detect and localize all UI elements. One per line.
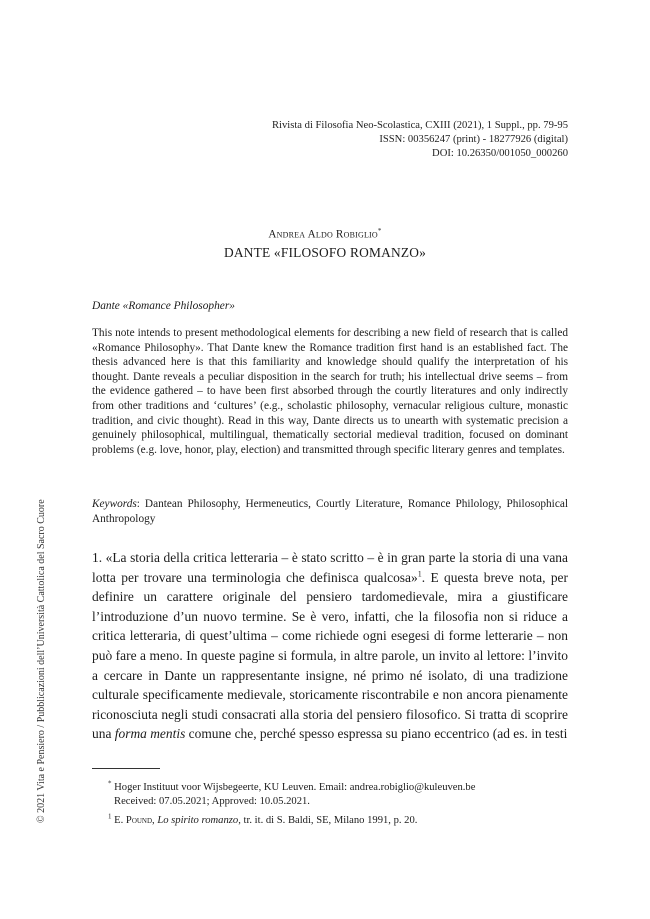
article-title: DANTE «FILOSOFO ROMANZO»: [224, 245, 426, 260]
body-text: [92, 548, 568, 744]
footnote-1-author: E. Pound: [114, 815, 153, 826]
keywords: Keywords: Dantean Philosophy, Hermeneutics, Courtly Literature, Romance Philology, Philosophical Anthropology: [92, 498, 568, 525]
issn-line: ISSN: 00356247 (print) - 18277926 (digital): [379, 134, 568, 145]
abstract: This note intends to present methodological elements for describing a new field of research that is called «Romance Philosophy». That Dante knew the Romance tradition first hand is an established fact. The thesis advanced here is that this familiarity and knowledge should qualify the interpretation of his thought. Dante reveals a peculiar disposition in the search for truth; his intellectual drive seems – from the evidence gathered – to have been first absorbed through the courtly literatures and only indirectly from other traditions and ‘cultures’ (e.g., scholastic philosophy, vernacular religious culture, monastic tradition, and civic thought). Read in this way, Dante directs us to unearth with systematic precision a genuinely philosophical, multilingual, thematically sectorial medieval tradition, focused on dominant problems (e.g. love, honor, play, election) and transmitted through specific literary genres and templates.: [92, 327, 568, 456]
footnote-author-mark: *: [108, 779, 112, 788]
keywords-label: Keywords: [92, 498, 137, 510]
footnote-dates: Received: 07.05.2021; Approved: 10.05.2021.: [114, 796, 310, 807]
copyright-sidebar: © 2021 Vita e Pensiero / Pubblicazioni dell’Università Cattolica del Sacro Cuore: [36, 499, 47, 823]
body-part-2: . E questa breve nota, per definire un carattere originale del pensiero tardomedievale, mira a giustificare l’introduzione d’un nuovo termine. Se è vero, infatti, che la filosofia non si riduce a critica letteraria, di quest’ultima – come richiede ogni esegesi di forme letterarie – non può fare a meno. In queste pagine si formula, in altre parole, un invito al lettore: l’invito a cercare in Dante un rappresentante insigne, né primo né isolato, di una tradizione culturale specificamente medievale, storicamente riscontrabile e non ancora pienamente riconosciuta negli studi consacrati alla storia del pensiero filosofico. Si tratta di scoprire una: [92, 569, 568, 742]
journal-header: [272, 119, 568, 161]
footnote-1: [108, 814, 568, 828]
footnote-1-rest: , tr. it. di S. Baldi, SE, Milano 1991, p. 20.: [238, 815, 418, 826]
footnote-1-mark: 1: [108, 812, 112, 821]
footnote-divider: [92, 768, 160, 769]
english-title: Dante «Romance Philosopher»: [92, 300, 235, 312]
keywords-text: Dantean Philosophy, Hermeneutics, Courtly Literature, Romance Philology, Philosophical Anthropology: [92, 498, 568, 525]
body-italic: forma mentis: [114, 726, 186, 742]
footnote-ref-1: 1: [417, 569, 422, 579]
author-name: Andrea Aldo Robiglio: [268, 228, 378, 241]
doi-line: DOI: 10.26350/001050_000260: [432, 148, 568, 159]
body-part-1: 1. «La storia della critica letteraria – è stato scritto – è in gran parte la storia di una vana lotta per trovare una terminologia che definisca qualcosa»: [92, 550, 568, 585]
footnote-1-sep: ,: [152, 815, 158, 826]
footnote-author: [108, 781, 568, 809]
article-author: [0, 227, 650, 241]
journal-citation: Rivista di Filosofia Neo-Scolastica, CXIII (2021), 1 Suppl., pp. 79-95: [271, 120, 568, 131]
author-footnote-mark: *: [377, 227, 382, 235]
footnote-1-title: Lo spirito romanzo: [157, 815, 239, 826]
body-part-3: comune che, perché spesso espressa su piano eccentrico (ad es. in testi: [185, 726, 568, 742]
footnote-affiliation: Hoger Instituut voor Wijsbegeerte, KU Leuven. Email: andrea.robiglio@kuleuven.be: [114, 782, 476, 793]
